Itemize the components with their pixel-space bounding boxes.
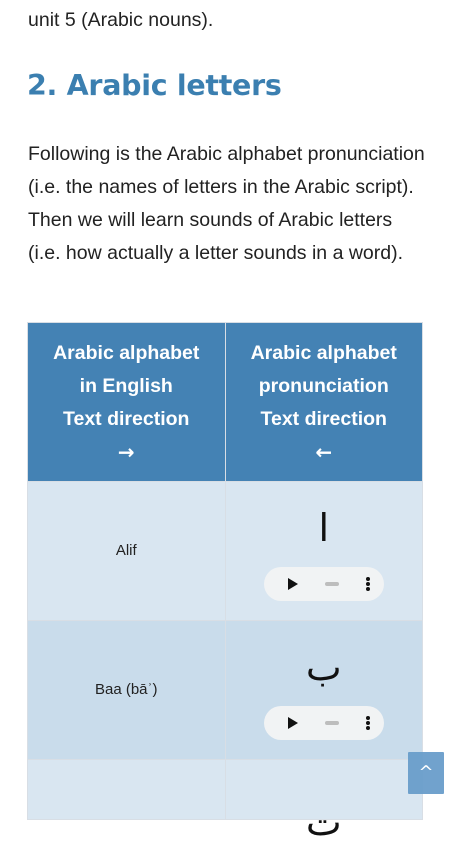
left-arrow-icon: ← — [315, 440, 333, 464]
header-english-line2: in English — [79, 375, 173, 397]
table-row — [28, 621, 423, 760]
english-name-cell — [28, 621, 226, 760]
english-name: Alif — [115, 542, 137, 559]
right-arrow-icon: → — [117, 440, 135, 464]
section-heading: 2. Arabic letters — [27, 69, 282, 102]
arabic-letter: ا — [318, 506, 330, 550]
header-english — [28, 323, 226, 482]
arabic-letter-cell — [225, 482, 423, 621]
arabic-letters-table — [27, 322, 423, 844]
more-vertical-icon[interactable] — [366, 577, 370, 591]
table-row — [28, 760, 423, 820]
table-row — [28, 482, 423, 621]
header-arabic-line2: pronunciation — [258, 375, 389, 397]
audio-player[interactable] — [264, 706, 384, 740]
volume-slider[interactable] — [325, 582, 339, 586]
arabic-letter-cell — [225, 760, 423, 844]
play-icon[interactable] — [288, 578, 298, 590]
header-english-line1: Arabic alphabet — [53, 342, 200, 364]
header-english-line3: Text direction — [63, 408, 190, 430]
section-paragraph: Following is the Arabic alphabet pronunciation (i.e. the names of letters in the Arabic script). Then we will learn sounds of Arabic letters (i.e. how actually a letter sounds in a word). — [28, 143, 425, 264]
english-name: Baa (bāʾ) — [94, 681, 158, 698]
english-name-cell — [28, 760, 226, 820]
scroll-to-top-button[interactable]: ^ — [408, 752, 444, 794]
arabic-letter: ت — [305, 800, 342, 844]
english-name-cell — [28, 482, 226, 621]
play-icon[interactable] — [288, 717, 298, 729]
volume-slider[interactable] — [325, 721, 339, 725]
intro-tail-text: unit 5 (Arabic nouns). — [28, 9, 214, 31]
audio-player[interactable] — [264, 567, 384, 601]
arabic-letter: ب — [305, 645, 342, 689]
more-vertical-icon[interactable] — [366, 716, 370, 730]
header-arabic-line3: Text direction — [260, 408, 387, 430]
arabic-letter-cell — [225, 621, 423, 760]
table-header-row — [28, 323, 423, 482]
header-arabic-line1: Arabic alphabet — [250, 342, 397, 364]
header-arabic — [225, 323, 423, 482]
